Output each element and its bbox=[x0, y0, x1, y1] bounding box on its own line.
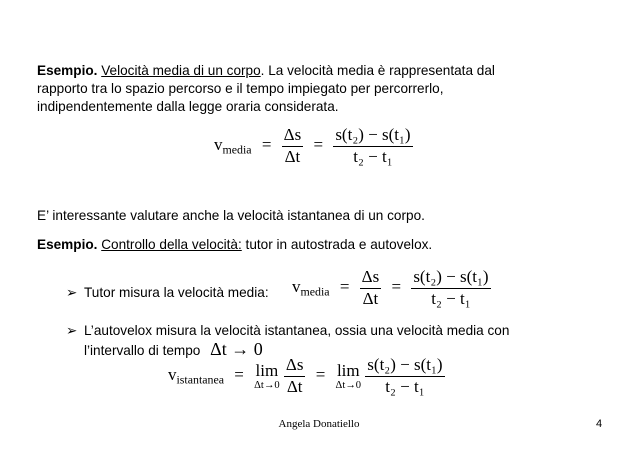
bullet2-text-line2: l’intervallo di tempo bbox=[84, 343, 201, 358]
bullet1-num1: Δs bbox=[360, 268, 382, 289]
bullet2-paragraph bbox=[66, 322, 626, 360]
formula3-frac1 bbox=[284, 356, 306, 396]
formula3-lim1-word: lim bbox=[255, 360, 279, 380]
formula3-frac2 bbox=[365, 356, 444, 396]
bullet1-lhs-sub: media bbox=[300, 284, 330, 299]
arrow-bullet-icon: ➢ bbox=[66, 285, 78, 300]
statement-text: E’ interessante valutare anche la velocità istantanea di un corpo. bbox=[37, 208, 425, 223]
formula3-den1: Δt bbox=[286, 376, 303, 396]
formula3-eq1: = bbox=[234, 365, 244, 385]
bullet1-text-row bbox=[66, 284, 269, 302]
bullet1-frac1 bbox=[360, 268, 382, 308]
page-number: 4 bbox=[596, 418, 603, 430]
formula1-frac2 bbox=[333, 126, 412, 166]
formula-velocita-media bbox=[214, 126, 413, 166]
formula3-num2: s(t₂) − s(t₁) bbox=[365, 356, 444, 377]
footer-author: Angela Donatiello bbox=[278, 418, 360, 430]
formula1-num1: Δs bbox=[282, 126, 304, 147]
formula3-lim2-sub: Δt→0 bbox=[335, 379, 362, 391]
formula3-lim2-word: lim bbox=[336, 360, 360, 380]
bullet1-num2: s(t₂) − s(t₁) bbox=[411, 268, 490, 289]
formula3-eq2: = bbox=[315, 365, 326, 385]
formula3-den2: t₂ − t₁ bbox=[385, 376, 425, 396]
arrow-bullet-icon: ➢ bbox=[66, 323, 78, 338]
bullet1-frac2 bbox=[411, 268, 490, 308]
formula3-lim1 bbox=[254, 361, 280, 392]
example2-title: Controllo della velocità: bbox=[101, 237, 242, 252]
formula3-lim2 bbox=[336, 361, 362, 392]
bullet1-text: Tutor misura la velocità media: bbox=[84, 285, 269, 300]
bullet1-den2: t₂ − t₁ bbox=[431, 288, 471, 308]
example1-label: Esempio. bbox=[37, 63, 98, 78]
formula1-frac1 bbox=[282, 126, 304, 166]
formula1-eq2: = bbox=[313, 135, 324, 155]
example1-title: Velocità media di un corpo bbox=[101, 63, 261, 78]
formula1-lhs: v bbox=[214, 135, 223, 155]
formula1-eq1: = bbox=[261, 135, 272, 155]
formula-tutor bbox=[292, 268, 491, 308]
bullet2-limit-expr: Δt → 0 bbox=[210, 339, 263, 359]
example1-paragraph bbox=[37, 62, 607, 116]
formula-velocita-istantanea bbox=[168, 356, 445, 396]
bullet1-den1: Δt bbox=[362, 288, 379, 308]
formula3-lhs: v bbox=[168, 365, 177, 385]
example2-text: tutor in autostrada e autovelox. bbox=[241, 237, 433, 252]
example1-text-line3: indipendentemente dalla legge oraria considerata. bbox=[37, 99, 339, 114]
bullet1-eq1: = bbox=[339, 277, 350, 297]
formula1-lhs-sub: media bbox=[222, 142, 252, 157]
formula1-den2: t₂ − t₁ bbox=[353, 146, 393, 166]
formula1-num2: s(t₂) − s(t₁) bbox=[333, 126, 412, 147]
bullet2-text-line1: L’autovelox misura la velocità istantanea, ossia una velocità media con bbox=[84, 323, 510, 338]
bullet1-eq2: = bbox=[391, 277, 402, 297]
formula3-num1: Δs bbox=[284, 356, 306, 377]
formula3-lim1-sub: Δt→0 bbox=[254, 379, 280, 391]
formula3-lhs-sub: istantanea bbox=[176, 372, 225, 387]
example2-label: Esempio. bbox=[37, 237, 98, 252]
example1-text-line1: . La velocità media è rappresentata dal bbox=[260, 63, 495, 78]
example2-paragraph bbox=[37, 236, 432, 254]
formula1-den1: Δt bbox=[284, 146, 301, 166]
example1-text-line2: rapporto tra lo spazio percorso e il tempo impiegato per percorrerlo, bbox=[37, 81, 444, 96]
bullet1-lhs: v bbox=[292, 277, 301, 297]
